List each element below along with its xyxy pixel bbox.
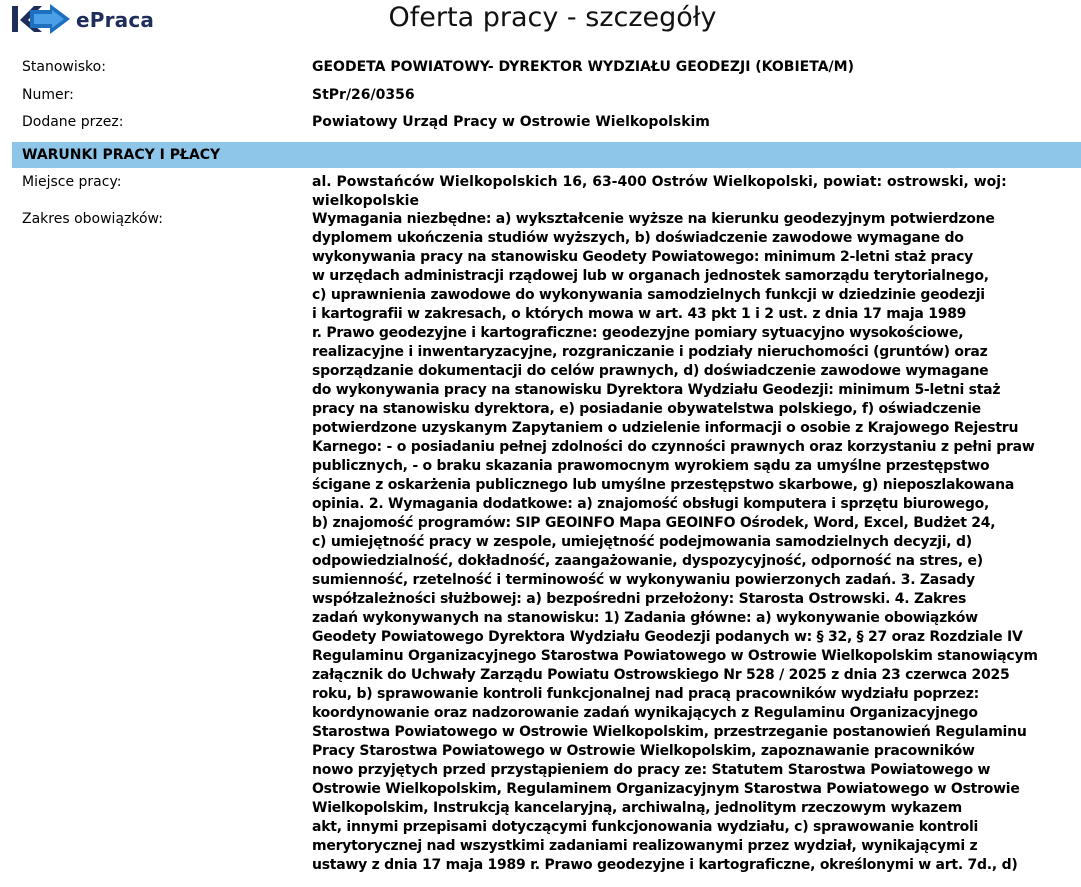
- offer-details: [12, 58, 1081, 875]
- position-label: Stanowisko:: [22, 59, 106, 75]
- duties-label: Zakres obowiązków:: [22, 210, 163, 227]
- workplace-row: [12, 173, 1081, 210]
- added-by-row: [12, 113, 1081, 141]
- duties-value: Wymagania niezbędne: a) wykształcenie wyższe na kierunku geodezyjnym potwierdzone dyplomem ukończenia studiów wyższych, b) doświadczenie zawodowe wymagane do wykonywania pracy na stanowisku Geodety Powiatowego: minimum 2-letni staż pracy w urzędach administracji rządowej lub w organach jednostek samorządu terytorialnego, c) uprawnienia zawodowe do wykonywania samodzielnych funkcji w dziedzinie geodezji i kartografii w zakresach, o których mowa w art. 43 pkt 1 i 2 ust. z dnia 17 maja 1989 r. Prawo geodezyjne i kartograficzne: geodezyjne pomiary sytuacyjno wysokościowe, realizacyjne i inwentaryzacyjne, rozgraniczanie i podziały nieruchomości (gruntów) oraz sporządzanie dokumentacji do celów prawnych, d) doświadczenie zawodowe wymagane do wykonywania pracy na stanowisku Dyrektora Wydziału Geodezji: minimum 5-letni staż pracy na stanowisku dyrektora, e) posiadanie obywatelstwa polskiego, f) oświadczenie potwierdzone uzyskanym Zapytaniem o udzielenie informacji o osobie z Krajowego Rejestru Karnego: - o posiadaniu pełnej zdolności do czynności prawnych oraz korzystaniu z pełni praw publicznych, - o braku skazania prawomocnym wyrokiem sądu za umyślne przestępstwo ścigane z oskarżenia publicznego lub umyślne przestępstwo skarbowe, g) nieposzlakowana opinia. 2. Wymagania dodatkowe: a) znajomość obsługi komputera i sprzętu biurowego, b) znajomość programów: SIP GEOINFO Mapa GEOINFO Ośrodek, Word, Excel, Budżet 24, c) umiejętność pracy w zespole, umiejętność podejmowania samodzielnych decyzji, d) odpowiedzialność, dokładność, zaangażowanie, dyspozycyjność, odporność na stres, e) sumienność, rzetelność i terminowość w wykonywaniu powierzonych zadań. 3. Zasady współzależności służbowej: a) bezpośredni przełożony: Starosta Ostrowski. 4. Zakres zadań wykonywanych na stanowisku: 1) Zadania główne: a) wykonywanie obowiązków Geodety Powiatowego Dyrektora Wydziału Geodezji podanych w: § 32, § 27 oraz Rozdziale IV Regulaminu Organizacyjnego Starostwa Powiatowego w Ostrowie Wielkopolskim stanowiącym załącznik do Uchwały Zarządu Powiatu Ostrowskiego Nr 528 / 2025 z dnia 23 czerwca 2025 roku, b) sprawowanie kontroli funkcjonalnej nad pracą pracowników wydziału poprzez: koordynowanie oraz nadzorowanie zadań wynikających z Regulaminu Organizacyjnego Starostwa Powiatowego w Ostrowie Wielkopolskim, przestrzeganie postanowień Regulaminu Pracy Starostwa Powiatowego w Ostrowie Wielkopolskim, zapoznawanie pracowników nowo przyjętych przed przystąpieniem do pracy ze: Statutem Starostwa Powiatowego w Ostrowie Wielkopolskim, Regulaminem Organizacyjnym Starostwa Powiatowego w Ostrowie Wielkopolskim, Instrukcją kancelaryjną, archiwalną, jednolitym rzeczowym wykazem akt, innymi przepisami dotyczącymi funkcjonowania wydziału, c) sprawowanie kontroli merytorycznej nad wszystkimi zadaniami realizowanymi przez wydział, wynikającymi z ustawy z dnia 17 maja 1989 r. Prawo geodezyjne i kartograficzne, określonymi w art. 7d., d): [312, 210, 1038, 873]
- page-title: Oferta pracy - szczegóły: [388, 2, 717, 33]
- duties-row: [12, 210, 1081, 875]
- workplace-value: al. Powstańców Wielkopolskich 16, 63-400 Ostrów Wielkopolski, powiat: ostrowski, woj: wielkopolskie: [312, 173, 1007, 209]
- position-row: [12, 58, 1081, 86]
- number-row: [12, 86, 1081, 114]
- number-value: StPr/26/0356: [312, 86, 415, 103]
- added-by-value: Powiatowy Urząd Pracy w Ostrowie Wielkopolskim: [312, 114, 710, 130]
- section-header-work-conditions: WARUNKI PRACY I PŁACY: [12, 142, 1081, 168]
- added-by-label: Dodane przez:: [22, 114, 124, 130]
- number-label: Numer:: [22, 86, 74, 103]
- page-header: [0, 0, 1081, 40]
- position-value: GEODETA POWIATOWY- DYREKTOR WYDZIAŁU GEODEZJI (KOBIETA/M): [312, 59, 854, 75]
- logo-text: ePraca: [76, 8, 155, 32]
- workplace-label: Miejsce pracy:: [22, 173, 122, 190]
